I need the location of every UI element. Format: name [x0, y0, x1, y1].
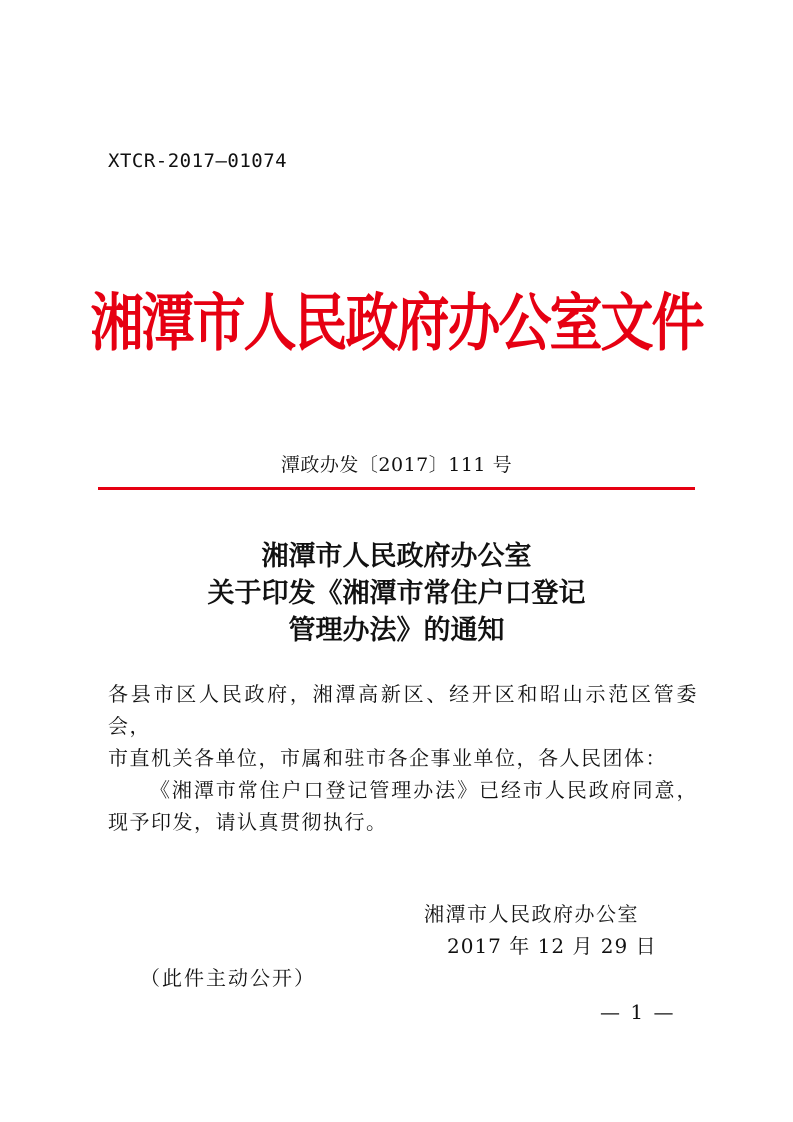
signature-organization: 湘潭市人民政府办公室 [424, 902, 639, 926]
addressee-line-2: 市直机关各单位，市属和驻市各企事业单位，各人民团体： [108, 746, 667, 770]
masthead-title: 湘潭市人民政府办公室文件 [90, 286, 703, 360]
notice-body [108, 678, 698, 838]
title-line-2: 关于印发《湘潭市常住户口登记 [207, 578, 586, 609]
disclosure-note: （此件主动公开） [140, 966, 316, 990]
issue-number: 潭政办发〔2017〕111 号 [280, 454, 513, 476]
page-number: — 1 — [600, 1000, 676, 1024]
signature-date: 2017 年 12 月 29 日 [447, 934, 657, 958]
red-divider-rule [98, 487, 695, 490]
addressee-line-1: 各县市区人民政府，湘潭高新区、经开区和昭山示范区管委会， [108, 682, 698, 738]
body-paragraph: 《湘潭市常住户口登记管理办法》已经市人民政府同意，现予印发，请认真贯彻执行。 [108, 778, 698, 834]
title-line-3: 管理办法》的通知 [288, 615, 505, 646]
document-code: XTCR-2017—01074 [108, 150, 288, 172]
notice-title [0, 538, 793, 649]
title-line-1: 湘潭市人民政府办公室 [261, 541, 532, 572]
